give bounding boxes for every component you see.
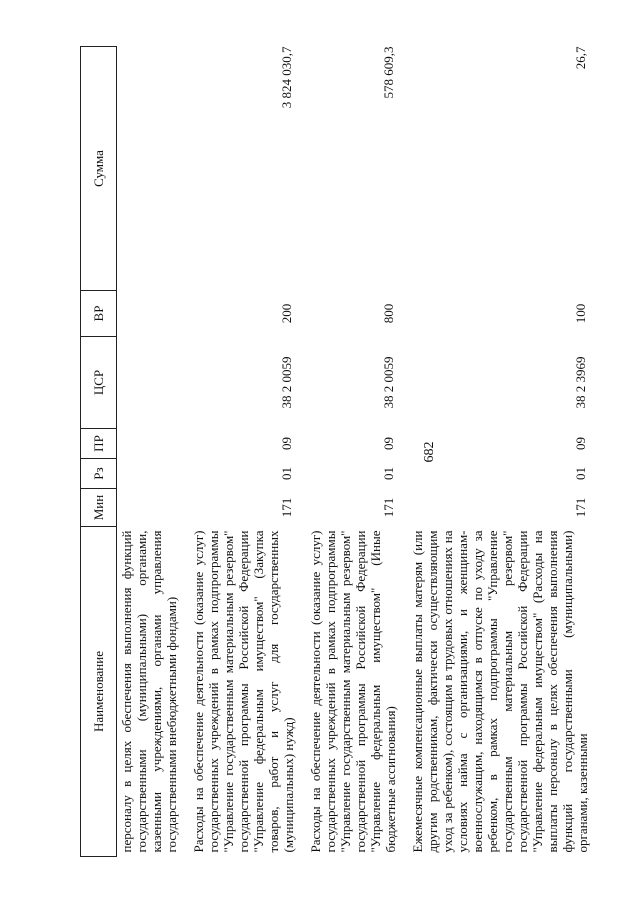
row-csr: 38 2 0059 bbox=[381, 356, 396, 409]
row-sum: 578 609,3 bbox=[381, 46, 396, 99]
row-vr: 800 bbox=[381, 303, 396, 324]
header-rz: Рз bbox=[81, 459, 117, 489]
page-number: 682 bbox=[422, 441, 437, 463]
row-min: 171 bbox=[381, 497, 396, 518]
row-name: Расходы на обеспечение деятельности (оказание услуг) государственных учреждений в рамках подпрограммы "Управление государственным материальным резервом" государственной программы Российской Федерации "Управление федеральным имуществом" (Иные бюджетные ассигнования) bbox=[308, 530, 398, 853]
header-sum: Сумма bbox=[81, 47, 117, 291]
row-csr: 38 2 0059 bbox=[279, 356, 294, 409]
budget-table-page bbox=[80, 47, 620, 857]
row-pr: 09 bbox=[573, 437, 588, 450]
table-row bbox=[400, 47, 592, 857]
row-vr bbox=[117, 291, 182, 337]
row-name: Расходы на обеспечение деятельности (оказание услуг) государственных учреждений в рамках подпрограммы "Управление государственным материальным резервом" государственной программы Российской Федерации "Управление федеральным имуществом" (Закупка товаров, работ и услуг для государственных (муниципальных) нужд) bbox=[191, 530, 296, 853]
row-rz bbox=[117, 459, 182, 489]
row-rz: 01 bbox=[279, 467, 294, 480]
row-sum: 26,7 bbox=[573, 46, 588, 70]
row-csr: 38 2 3969 bbox=[573, 356, 588, 409]
table-header-row bbox=[81, 47, 117, 857]
budget-table bbox=[80, 46, 592, 857]
row-pr bbox=[117, 429, 182, 459]
row-rz: 01 bbox=[381, 467, 396, 480]
row-rz: 01 bbox=[573, 467, 588, 480]
row-pr: 09 bbox=[381, 437, 396, 450]
row-pr: 09 bbox=[279, 437, 294, 450]
row-min: 171 bbox=[279, 497, 294, 518]
table-row bbox=[117, 47, 182, 857]
row-vr: 200 bbox=[279, 303, 294, 324]
row-csr bbox=[117, 337, 182, 429]
table-row bbox=[181, 47, 298, 857]
row-name: персоналу в целях обеспечения выполнения функций государственными (муниципальными) органами, казенными учреждениями, органами управления государственными внебюджетными фондами) bbox=[119, 530, 179, 853]
row-min: 171 bbox=[573, 497, 588, 518]
header-name: Наименование bbox=[81, 527, 117, 857]
row-sum: 3 824 030,7 bbox=[279, 46, 294, 109]
row-vr: 100 bbox=[573, 303, 588, 324]
row-sum bbox=[117, 47, 182, 291]
row-min bbox=[117, 489, 182, 527]
header-csr: ЦСР bbox=[81, 337, 117, 429]
header-vr: ВР bbox=[81, 291, 117, 337]
header-min: Мин bbox=[81, 489, 117, 527]
table-row bbox=[298, 47, 400, 857]
row-name: Ежемесячные компенсационные выплаты матерям (или другим родственникам, фактически осуществляющим уход за ребенком), состоящим в трудовых отношениях на условиях найма с организациями, и женщинам-военнослужащим, находящимся в отпуске по уходу за ребенком, в рамках подпрограммы "Управление государственным материальным резервом" государственной программы Российской Федерации "Управление федеральным имуществом" (Расходы на выплаты персоналу в целях обеспечения выполнения функций государственными (муниципальными) органами, казенными bbox=[410, 530, 590, 853]
header-pr: ПР bbox=[81, 429, 117, 459]
